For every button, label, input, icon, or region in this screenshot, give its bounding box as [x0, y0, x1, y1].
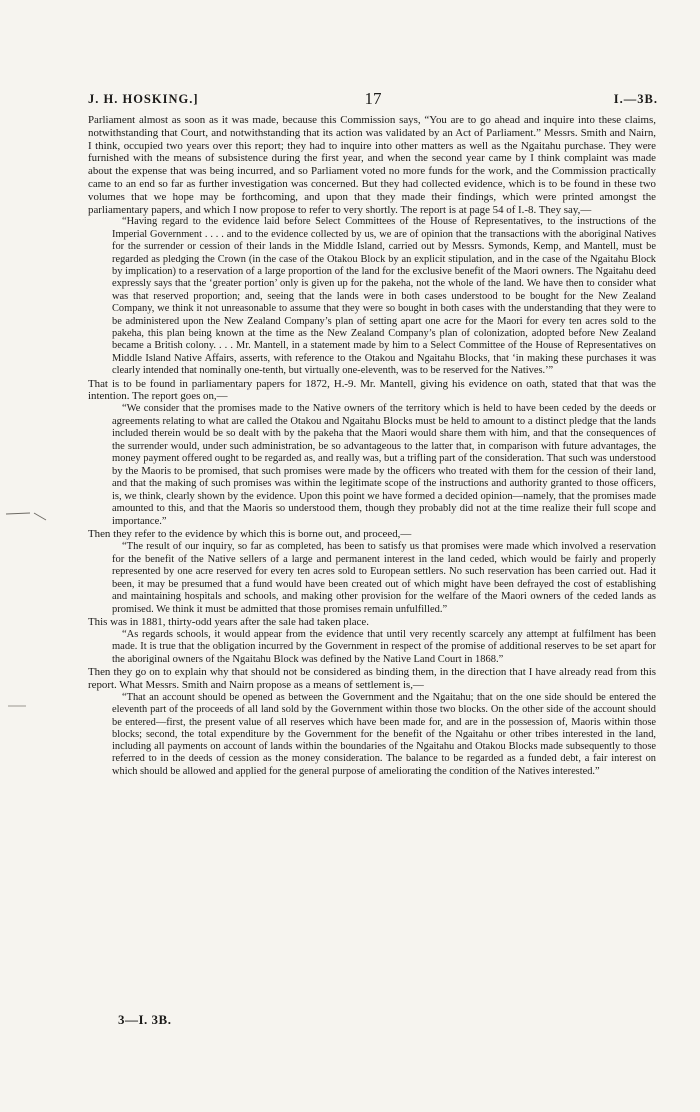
header-author: J. H. HOSKING.] — [88, 92, 199, 106]
quote-account-proposal: “That an account should be opened as between the Government and the Ngaitahu; that on the one side should be entered the eleventh part of the proceeds of all land sold by the Government within those two blocks. On the other side of the account should be entered—first, the present value of all reserves which have been made for, and are in the possession of, Maoris within those blocks; second, the total expenditure by the Government for the benefit of the Ngaitahu or other tribes interested in the land, including all payments on account of lands within the boundaries of the Ngaitahu and Otakou Blocks made subsequently to those referred to in the deeds of cession as the money consideration. The balance to be regarded as a funded debt, a fair interest on which should be allowed and applied for the general purpose of ameliorating the condition of the Natives interested.” — [112, 691, 656, 777]
quote-schools: “As regards schools, it would appear from the evidence that until very recently scarcely any attempt at fulfilment has been made. It is true that the obligation incurred by the Government in respect of the promise of additional reserves to be set apart for the aboriginal owners of the Ngaitahu Block was defined by the Native Land Court in 1868.” — [112, 628, 656, 665]
printer-signature: 3—I. 3B. — [118, 1012, 172, 1027]
paragraph-refer-evidence: Then they refer to the evidence by which this is borne out, and proceed,— — [88, 528, 412, 541]
page-number: 17 — [364, 89, 382, 108]
body-text — [88, 114, 656, 778]
quote-promises-made: “We consider that the promises made to the Native owners of the territory which is held to have been ceded by the deeds or agreements relating to what are called the Otakou and Ngaitahu Blocks must be held to amount to a distinct pledge that the lands included therein would be so dealt with by the pakeha that the Maori would share them with him, and that the consequences of the surrender would, under such administration, be so advantageous to the latter that, in comparison with future advantages, the money payment offered ought to be regarded as, and really was, but a trifling part of the consideration. That such was understood by the Maoris to be promised, that such promises were made by the officers who treated with them for the cession of their land, and that the making of such promises was within the legitimate scope of the instructions and authority granted to those officers, is, we think, clearly shown by the evidence. Upon this point we have formed a decided opinion—namely, that the promises made amounted to this, and that the Maoris so understood them, though they probably did not at the time realize their full scope and importance.” — [112, 403, 656, 527]
quote-committee-findings: “Having regard to the evidence laid before Select Committees of the House of Representatives, to the instructions of the Imperial Government . . . . and to the evidence collected by us, we are of opinion that the transactions with the aboriginal Natives for the surrender or cession of their lands in the Middle Island, carried out by Messrs. Symonds, Kemp, and Mantell, must be regarded as pledging the Crown (in the case of the Otakou Block by an explicit stipulation, and in the case of the Ngaitahu Block by implication) to a reservation of a large proportion of the land for the exclusive benefit of the Maori owners. The Ngaitahu deed expressly says that the ‘greater portion’ only is given up for the pakeha, not the whole of the land. We have then to consider what was that reserved proportion; and, seeing that the lands were in both cases understood to be bought for the New Zealand Company, we think it not unreasonable to assume that they were so bought in both cases with the understanding that they were to be administered upon the New Zealand Company’s plan of setting apart one acre for the Maori for every ten acres sold to the pakeha, this plan being known at the time as the New Zealand Company’s plan of colonization, adopted before New Zealand became a British colony. . . . Mr. Mantell, in a statement made by him to a Select Committee of the House of Representatives on Middle Island Native Affairs, asserts, with reference to the Otakou and Ngaitahu Blocks, that ‘in making these purchases it was clearly intended that nominally one-tenth, but virtually one-eleventh, was to be reserved for the Natives.’” — [112, 216, 656, 377]
header-reference: I.—3B. — [613, 92, 658, 106]
page-header — [88, 89, 658, 112]
paragraph-year-1881: This was in 1881, thirty-odd years after the sale had taken place. — [88, 616, 369, 629]
paragraph-parliamentary-papers: That is to be found in parliamentary papers for 1872, H.-9. Mr. Mantell, giving his evidence on oath, stated that that was the intention. The report goes on,— — [88, 377, 656, 403]
margin-mark-icon — [0, 504, 60, 528]
margin-tick-icon — [0, 700, 40, 712]
quote-inquiry-result: “The result of our inquiry, so far as completed, has been to satisfy us that promises were made which involved a reservation for the benefit of the Native sellers of a large and permanent interest in the land ceded, which would be fairly and properly represented by one acre reserved for every ten acres sold to European settlers. No such reservation has been carried out. Had it been, it may be presumed that a fund would have been created out of which might have been defrayed the cost of establishing and maintaining hospitals and schools, and making other provision for the welfare of the Maori owners of the ceded lands as promised. We think it must be admitted that those promises remain unfulfilled.” — [112, 541, 656, 615]
paragraph-intro: Parliament almost as soon as it was made, because this Commission says, “You are to go ahead and inquire into these claims, notwithstanding that Court, and notwithstanding that its action was validated by an Act of Parliament.” Messrs. Smith and Nairn, I think, occupied two years over this report; they had to inquire into other matters as well as the Ngaitahu purchase. They were furnished with the means of subsistence during the first year, and when the second year came by I think complaint was made about the expense that was being incurred, and so Parliament voted no more funds for the work, and the Commission practically came to an end so far as further investigation was concerned. But they had collected evidence, which is to be found in these two volumes that we hope may be forthcoming, and upon that they made their findings, which were printed amongst the parliamentary papers, and which I now propose to refer to very shortly. The report is at page 54 of I.-8. They say,— — [88, 114, 656, 216]
paragraph-means-of-settlement: Then they go on to explain why that should not be considered as binding them, in the direction that I have already read from this report. What Messrs. Smith and Nairn propose as a means of settlement is,— — [88, 666, 656, 692]
